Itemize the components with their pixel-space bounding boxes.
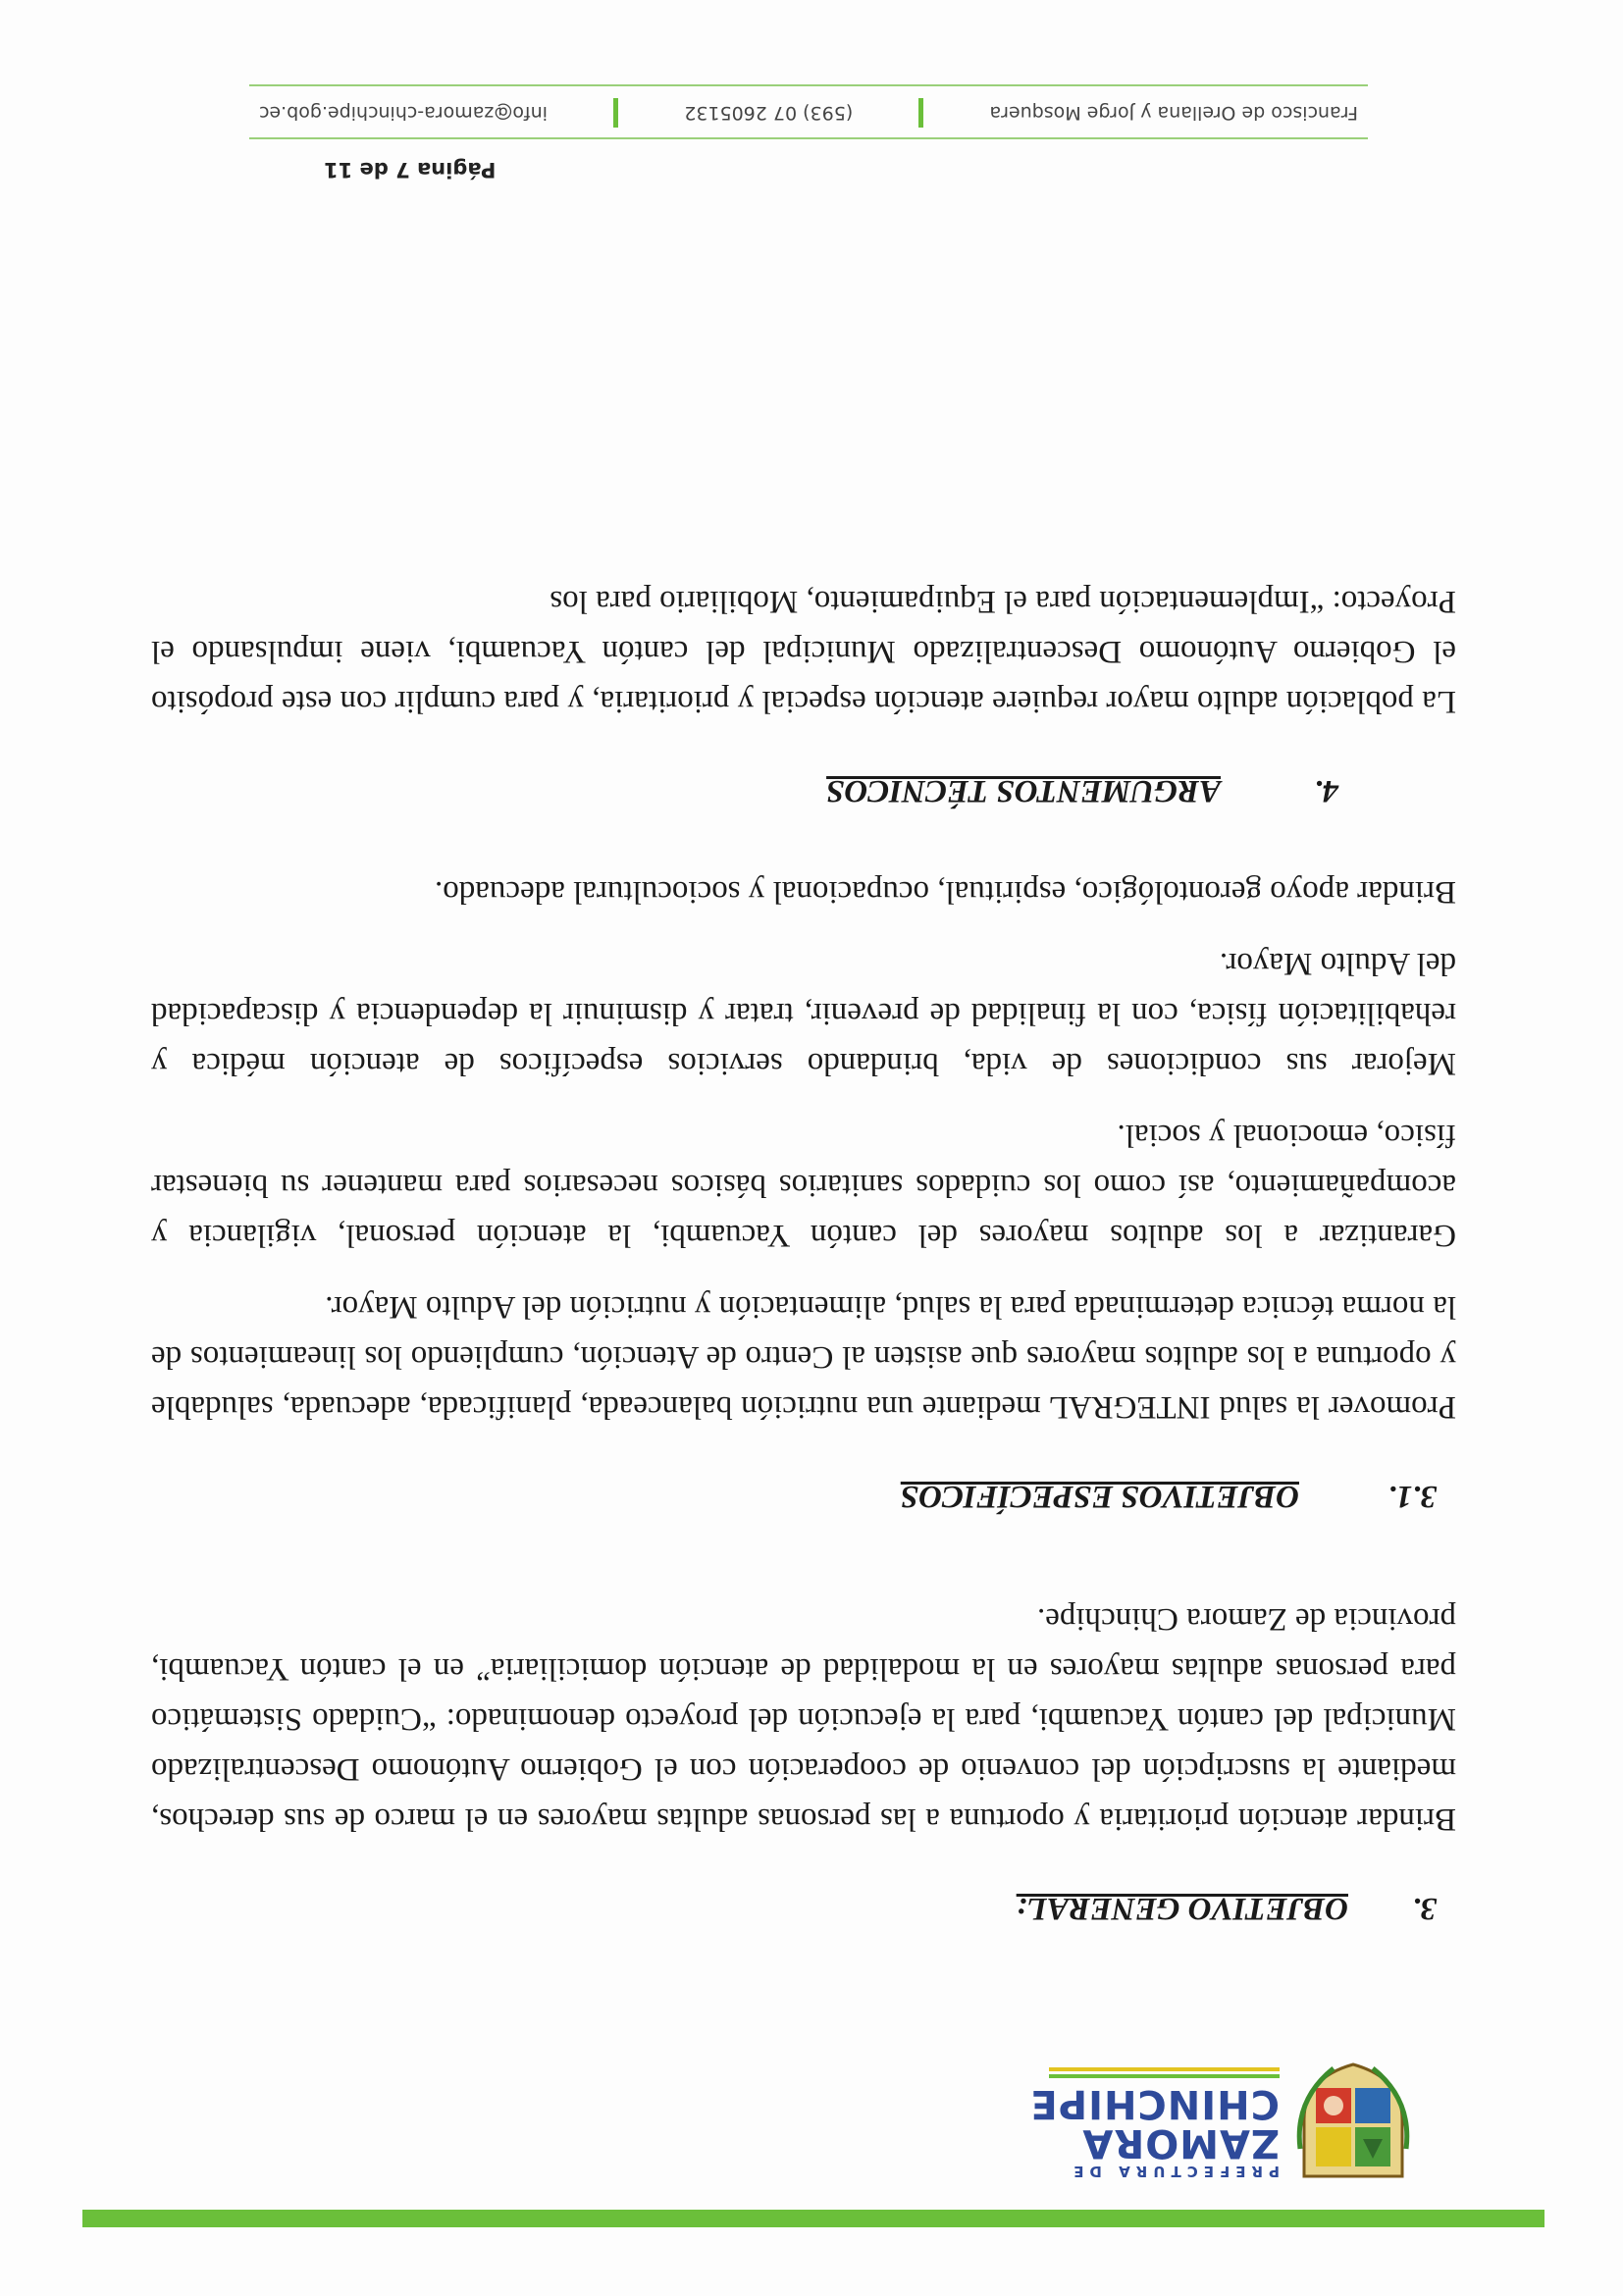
paragraph: Garantizar a los adultos mayores del cantón Yacuambi, la atención personal, vigilancia y acompañamiento, así como los cuidados sanitarios básicos necesarios para mantener su bienestar físico, emocional y social. [151,1118,1456,1253]
paragraph: Mejorar sus condiciones de vida, brindando servicios específicos de atención médica y rehabilitación física, con la finalidad de prevenir, tratar y disminuir la dependencia y discapacidad del Adulto Mayor. [151,946,1456,1081]
footer-rule-bottom [249,84,1368,86]
section-title: OBJETIVOS ESPECÍFICOS [900,1479,1299,1514]
section-number: 4. [1314,773,1338,809]
footer-separator [613,98,618,128]
section-title: OBJETIVO GENERAL: [1016,1891,1348,1926]
section-heading-3-1 [151,1471,1456,1521]
coat-of-arms-icon [1294,2061,1412,2188]
section-heading-3 [151,1883,1456,1933]
paragraph: Brindar apoyo gerontológico, espiritual, ocupacional y sociocultural adecuado. [435,874,1456,910]
footer-separator [918,98,923,128]
logo-line2: ZAMORA [1081,2120,1280,2166]
page-number: Página 7 de 11 [324,158,497,182]
footer-rule-top [249,137,1368,139]
footer-phone: (593) 07 2605132 [684,102,854,124]
prefectura-logo [1020,2061,1412,2188]
document-body [151,554,1456,1933]
paragraph: La población adulto mayor requiere atención especial y prioritaria, y para cumplir con este propósito el Gobierno Autónomo Descentralizado Municipal del cantón Yacuambi, viene impulsando el Proyecto: “Implementación para el Equipamiento, Mobiliario para los [151,584,1456,719]
section-number: 3. [1412,1891,1437,1926]
paragraph: Brindar atención prioritaria y oportuna a las personas adultas mayores en el marco de sus derechos, mediante la suscripción del convenio de cooperación con el Gobierno Autónomo Descentralizado Municipal del cantón Yacuambi, para la ejecución del proyecto denominado: “Cuidado Sistemático para personas adultas mayores en la modalidad de atención domiciliaria” en el cantón Yacuambi, provincia de Zamora Chinchipe. [151,1601,1456,1837]
section-title: ARGUMENTOS TÉCNICOS [826,773,1221,809]
footer-address: Francisco de Orellana y Jorge Mosquera [989,102,1358,124]
section-number: 3.1. [1387,1479,1437,1514]
logo-line1: PREFECTURA DE [1068,2163,1280,2180]
logo-line3: CHINCHIPE [1029,2081,1280,2126]
header-green-bar [82,2210,1544,2227]
logo-color-stripes [1049,2067,1280,2078]
paragraph: Promover la salud INTEGRAL mediante una nutrición balanceada, planificada, adecuada, saludable y oportuna a los adultos mayores que asisten al Centro de Atención, cumpliendo los lineamientos de la norma técnica determinada para la salud, alimentación y nutrición del Adulto Mayor. [151,1289,1456,1425]
footer-email: info@zamora-chinchipe.gob.ec [259,102,548,124]
section-heading-4 [151,765,1456,815]
page-footer [249,93,1368,132]
